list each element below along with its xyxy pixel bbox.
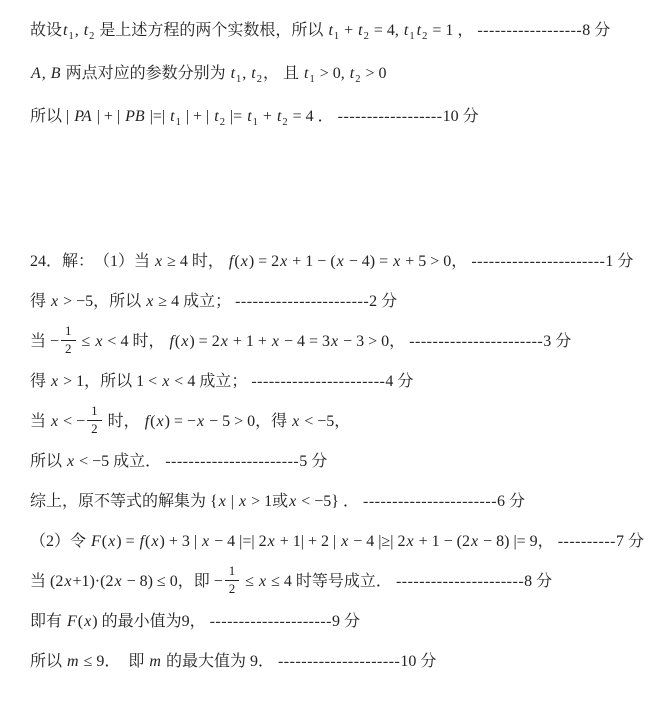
text-run: ≤ xyxy=(241,573,259,590)
text-run: + xyxy=(340,22,358,39)
text-run: − 4 = 3 xyxy=(279,333,331,350)
text-run: < −5 成立． xyxy=(75,453,166,470)
math-variable: x xyxy=(162,373,170,390)
math-variable: x xyxy=(341,533,349,550)
text-run: 2 分 xyxy=(369,293,398,310)
fraction xyxy=(87,404,102,437)
math-variable: x xyxy=(67,453,75,470)
text-run: ) = − xyxy=(164,413,196,430)
subscript: 1 xyxy=(252,117,258,128)
text-run: , xyxy=(242,65,251,82)
text-run: = 4, xyxy=(369,22,403,39)
text-run: 两点对应的参数分别为 xyxy=(61,65,230,82)
text-run: = 4 ． xyxy=(288,108,338,125)
math-variable: x xyxy=(51,293,59,310)
text-run: | + | xyxy=(181,108,214,125)
text-run: 9 分 xyxy=(331,613,360,630)
text-run: < − xyxy=(59,413,86,430)
math-variable: x xyxy=(155,253,163,270)
subscript: 2 xyxy=(422,31,428,42)
text-run: ≥ 4 成立； xyxy=(154,293,236,310)
text-run: ( xyxy=(174,333,181,350)
text-run: ， 且 xyxy=(262,65,303,82)
subscript: 2 xyxy=(219,117,225,128)
text-run: > 1或 xyxy=(247,493,289,510)
text-run: 当 xyxy=(30,413,51,430)
math-variable: t xyxy=(358,22,363,39)
text-run: + 1| + 2 | xyxy=(275,533,341,550)
text-run: ) + 3 | xyxy=(159,533,202,550)
math-variable: x xyxy=(151,533,159,550)
math-variable: t xyxy=(349,65,355,82)
math-variable: t xyxy=(247,108,252,125)
question-23-solution-tail xyxy=(30,9,638,138)
document-line xyxy=(30,402,638,442)
text-run: 1 分 xyxy=(605,253,634,270)
fraction xyxy=(61,324,76,357)
text-run: 是上述方程的两个实数根，所以 xyxy=(95,22,328,39)
dash-leader: ----------------------- xyxy=(235,293,370,310)
text-run: ( xyxy=(145,533,151,550)
fraction-denominator: 2 xyxy=(65,340,72,356)
math-variable: x xyxy=(51,413,59,430)
text-run: 综上，原不等式的解集为 { xyxy=(30,493,218,510)
math-variable: x xyxy=(156,413,164,430)
math-variable: t xyxy=(416,22,422,39)
text-run: |=| xyxy=(145,108,170,125)
text-run: ( xyxy=(150,413,156,430)
text-run: − 4 |=| 2 xyxy=(210,533,267,550)
math-variable: x xyxy=(64,573,72,590)
subscript: 2 xyxy=(256,74,262,85)
subscript: 2 xyxy=(282,117,288,128)
subscript: 2 xyxy=(89,31,95,42)
subscript: 1 xyxy=(68,31,74,42)
text-run: + 1 − (2 xyxy=(414,533,470,550)
math-variable: t xyxy=(230,65,236,82)
math-variable: t xyxy=(83,22,89,39)
dash-leader: ----------------------- xyxy=(471,253,606,270)
text-run: ≤ 9． 即 xyxy=(79,653,149,670)
document-line xyxy=(30,442,638,482)
math-variable: x xyxy=(470,533,479,550)
text-run: ) = xyxy=(116,533,139,550)
document-line xyxy=(30,322,638,362)
text-run: 得 xyxy=(30,373,51,390)
text-run: − 3 > 0， xyxy=(339,333,410,350)
subscript: 1 xyxy=(409,31,415,42)
text-run: < −5， xyxy=(300,413,351,430)
math-variable: t xyxy=(276,108,282,125)
math-variable: x xyxy=(218,493,226,510)
document-line xyxy=(30,362,638,402)
dash-leader: ----------------------- xyxy=(251,373,386,390)
text-run: 所以 | xyxy=(30,108,74,125)
dash-leader: --------------------- xyxy=(277,653,401,670)
math-variable: x xyxy=(181,333,189,350)
text-run: ) 的最小值为9， xyxy=(92,613,210,630)
math-variable: f xyxy=(139,533,145,550)
document-line xyxy=(30,602,638,642)
text-run: +1)·(2 xyxy=(72,573,114,590)
math-variable: m xyxy=(67,653,79,670)
text-run: 10 分 xyxy=(400,653,437,670)
math-variable: x xyxy=(280,253,288,270)
fraction-numerator: 1 xyxy=(225,564,240,581)
math-variable: x xyxy=(202,533,210,550)
math-variable: x xyxy=(114,573,122,590)
math-variable: f xyxy=(144,413,150,430)
math-variable: f xyxy=(228,253,234,270)
dash-leader: ----------------------- xyxy=(362,493,498,510)
subscript: 2 xyxy=(355,74,361,85)
math-variable: A xyxy=(31,65,41,82)
fraction-numerator: 1 xyxy=(87,404,102,421)
text-run: 7 分 xyxy=(615,533,644,550)
math-variable: t xyxy=(304,65,309,82)
text-run: （2）令 xyxy=(30,533,91,550)
math-variable: x xyxy=(220,333,228,350)
document-line xyxy=(30,95,638,138)
text-run: = 1 ， xyxy=(428,22,478,39)
math-variable: x xyxy=(271,333,279,350)
fraction xyxy=(225,564,240,597)
math-variable: F xyxy=(91,533,101,550)
text-run: | xyxy=(226,493,238,510)
math-variable: x xyxy=(196,413,205,430)
text-run: 24．解： （1）当 xyxy=(30,253,155,270)
text-run: < 4 时， xyxy=(103,333,169,350)
text-run: 得 xyxy=(30,293,51,310)
fraction-numerator: 1 xyxy=(61,324,76,341)
text-run: ( xyxy=(101,533,108,550)
document-line xyxy=(30,562,638,602)
text-run: > −5，所以 xyxy=(59,293,146,310)
dash-leader: --------------------- xyxy=(209,613,332,630)
dash-leader: ---------------------- xyxy=(395,573,525,590)
text-run: , xyxy=(41,65,50,82)
math-variable: x xyxy=(108,533,116,550)
math-variable: x xyxy=(239,493,247,510)
text-run: + 5 > 0， xyxy=(401,253,472,270)
math-variable: x xyxy=(406,533,414,550)
dash-leader: ------------------ xyxy=(477,22,583,39)
document-line xyxy=(30,9,638,52)
text-run: ( xyxy=(77,613,84,630)
text-run: < −5} ． xyxy=(297,493,363,510)
document-line xyxy=(30,242,638,282)
math-variable: PB xyxy=(125,108,145,125)
text-run: |= xyxy=(225,108,247,125)
text-run: ( xyxy=(234,253,240,270)
math-variable: t xyxy=(403,22,409,39)
text-run: + 1 + xyxy=(228,333,271,350)
math-variable: F xyxy=(67,613,77,630)
text-run: − 5 > 0，得 xyxy=(205,413,292,430)
text-run: 4 分 xyxy=(385,373,414,390)
math-variable: x xyxy=(336,253,344,270)
text-run: 8 分 xyxy=(582,22,611,39)
math-variable: x xyxy=(259,573,267,590)
document-line xyxy=(30,642,638,682)
text-run: − 4 |≥| 2 xyxy=(349,533,406,550)
text-run: 所以 xyxy=(30,453,67,470)
question-24-solution xyxy=(30,242,644,682)
text-run: 的最大值为 9． xyxy=(161,653,278,670)
text-run: ≤ xyxy=(77,333,95,350)
subscript: 1 xyxy=(333,31,340,42)
subscript: 1 xyxy=(236,74,242,85)
text-run: > 0 xyxy=(361,65,387,82)
math-variable: f xyxy=(169,333,174,350)
math-variable: B xyxy=(50,65,61,82)
math-variable: x xyxy=(95,333,103,350)
text-run: ) = 2 xyxy=(189,333,220,350)
text-run: > 0, xyxy=(315,65,349,82)
dash-leader: ----------------------- xyxy=(409,333,544,350)
math-variable: t xyxy=(63,22,68,39)
math-variable: x xyxy=(240,253,248,270)
text-run: 即有 xyxy=(30,613,67,630)
text-run: ≥ 4 时， xyxy=(163,253,228,270)
text-run: + 1 − ( xyxy=(288,253,336,270)
text-run: − 8) |= 9， xyxy=(479,533,558,550)
math-variable: x xyxy=(331,333,339,350)
text-run: ) = 2 xyxy=(248,253,280,270)
math-variable: t xyxy=(170,108,175,125)
dash-leader: ---------- xyxy=(557,533,616,550)
text-run: ≤ 4 时等号成立． xyxy=(267,573,396,590)
fraction-denominator: 2 xyxy=(228,580,236,596)
math-variable: t xyxy=(214,108,219,125)
text-run: 所以 xyxy=(30,653,67,670)
math-variable: x xyxy=(84,613,92,630)
math-variable: x xyxy=(146,293,154,310)
text-run: 时， xyxy=(103,413,144,430)
text-run: 当 (2 xyxy=(30,573,64,590)
math-variable: x xyxy=(51,373,59,390)
subscript: 2 xyxy=(363,31,369,42)
text-run: > 1，所以 1 < xyxy=(59,373,162,390)
text-run: 8 分 xyxy=(524,573,553,590)
text-run: < 4 成立； xyxy=(170,373,252,390)
dash-leader: ----------------------- xyxy=(165,453,300,470)
math-variable: x xyxy=(289,493,297,510)
document-line xyxy=(30,52,638,95)
text-run: , xyxy=(74,22,83,39)
text-run: 故设 xyxy=(30,22,63,39)
text-run: 10 分 xyxy=(442,108,479,125)
math-variable: PA xyxy=(74,108,92,125)
document-line xyxy=(30,482,638,522)
text-run: + xyxy=(258,108,276,125)
fraction-denominator: 2 xyxy=(91,420,98,436)
subscript: 1 xyxy=(175,117,181,128)
text-run: | + | xyxy=(92,108,125,125)
dash-leader: ------------------ xyxy=(337,108,443,125)
text-run: 6 分 xyxy=(497,493,526,510)
math-variable: x xyxy=(292,413,300,430)
text-run: − 8) ≤ 0，即 − xyxy=(122,573,223,590)
text-run: 当 − xyxy=(30,333,60,350)
document-line xyxy=(30,522,644,562)
text-run: 3 分 xyxy=(543,333,572,350)
text-run: − 4) = xyxy=(344,253,393,270)
document-line xyxy=(30,282,638,322)
math-variable: t xyxy=(251,65,256,82)
math-variable: x xyxy=(393,253,401,270)
text-run: 5 分 xyxy=(299,453,328,470)
subscript: 1 xyxy=(309,74,315,85)
math-variable: x xyxy=(267,533,275,550)
math-variable: t xyxy=(328,22,333,39)
math-variable: m xyxy=(149,653,161,670)
